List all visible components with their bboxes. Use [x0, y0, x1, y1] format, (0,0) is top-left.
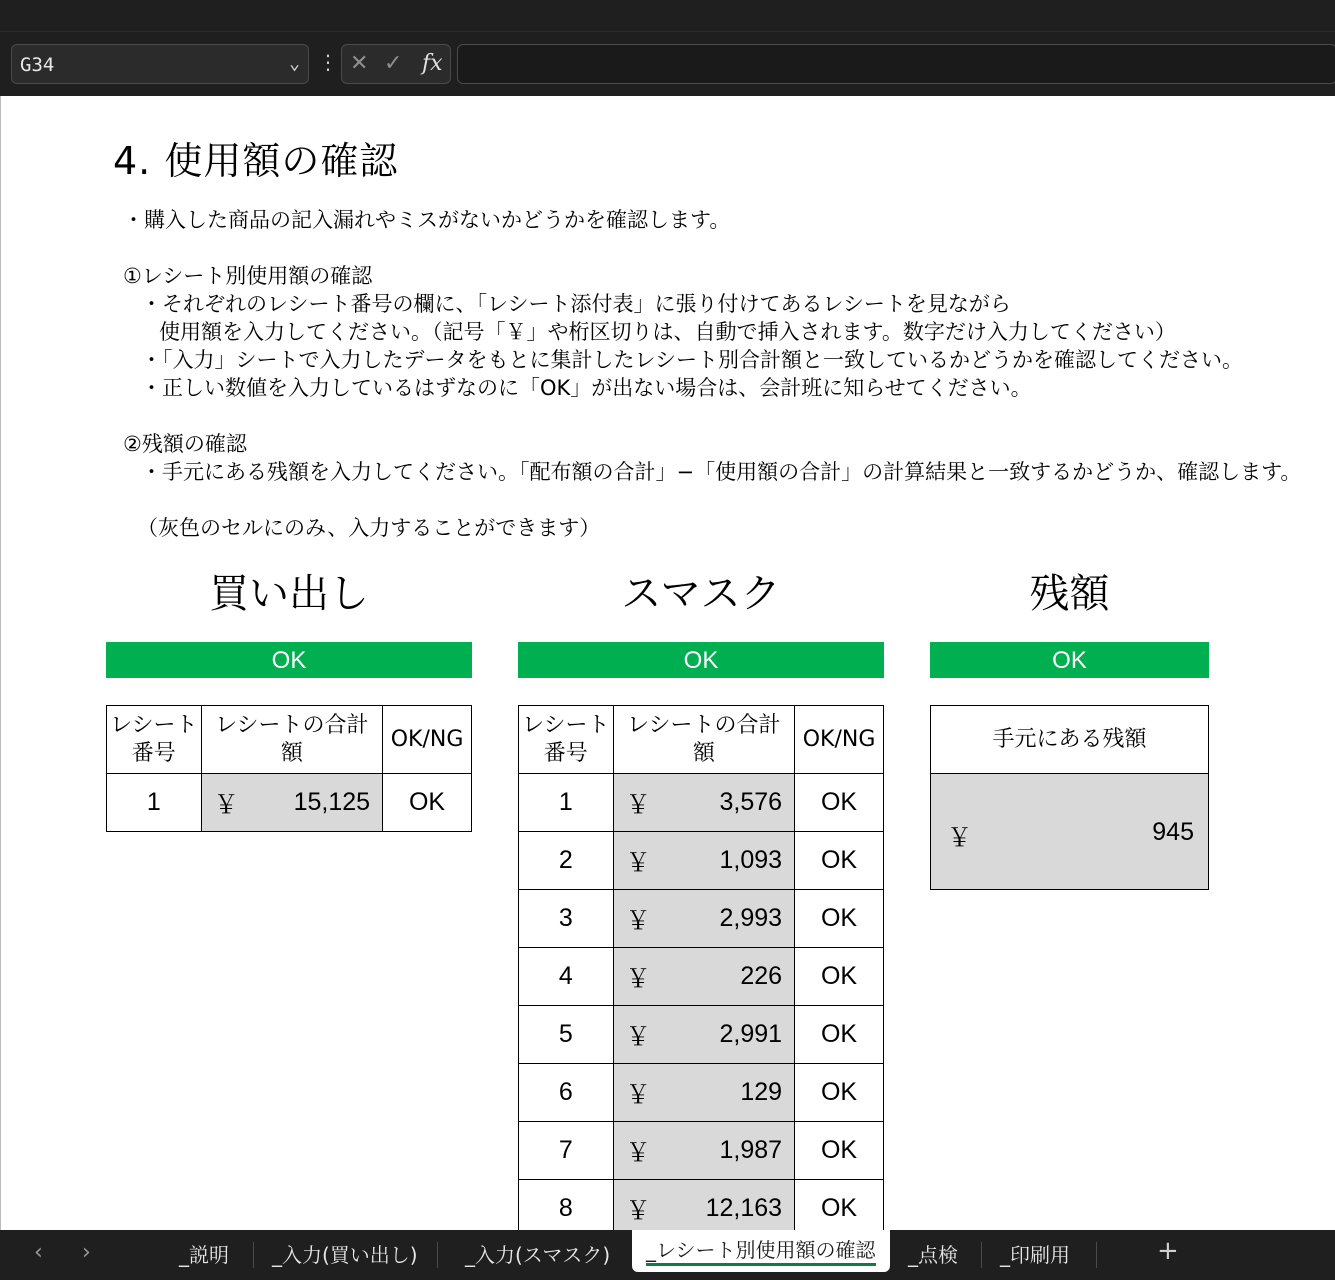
receipt-amount: 2,993 [719, 904, 783, 932]
name-box[interactable] [11, 44, 309, 84]
receipt-amount: 15,125 [293, 788, 371, 816]
more-options-icon[interactable]: ⋮ [318, 50, 338, 74]
table-row [519, 1006, 884, 1064]
receipt-no[interactable]: 2 [519, 832, 614, 890]
receipt-no[interactable]: 1 [107, 774, 202, 832]
text-line: ・購入した商品の記入漏れやミスがないかどうかを確認します。 [123, 208, 731, 232]
receipt-amount-cell[interactable] [613, 1122, 794, 1180]
enter-icon[interactable]: ✓ [384, 51, 403, 76]
tab-label: _レシート別使用額の確認 [646, 1238, 876, 1262]
formula-input[interactable] [457, 44, 1335, 84]
check-result[interactable]: OK [795, 832, 884, 890]
yen-symbol: ￥ [625, 964, 651, 993]
receipt-amount: 129 [740, 1078, 783, 1106]
text-line: 使用額を入力してください。（記号「￥」や桁区切りは、自動で挿入されます。数字だけ入力してください） [159, 320, 1176, 344]
tab-divider [981, 1242, 982, 1268]
yen-symbol: ￥ [947, 824, 973, 852]
tab-divider [253, 1242, 254, 1268]
text-line: （灰色のセルにのみ、入力することができます） [137, 516, 601, 540]
header-receipt-no: レシート 番号 [107, 706, 202, 774]
table-row [519, 890, 884, 948]
yen-symbol: ￥ [625, 790, 651, 819]
kaidashi-table [106, 705, 472, 832]
receipt-amount-cell[interactable] [613, 774, 794, 832]
table-row [519, 832, 884, 890]
receipt-amount-cell[interactable] [201, 774, 382, 832]
chevron-right-icon[interactable]: › [82, 1240, 91, 1265]
check-result[interactable]: OK [795, 1006, 884, 1064]
text-line: ・「入力」シートで入力したデータをもとに集計したレシート別合計額と一致しているかどうかを確認してください。 [141, 348, 1243, 372]
check-result[interactable]: OK [383, 774, 472, 832]
table-header-row [107, 706, 472, 774]
worksheet[interactable] [0, 96, 1335, 1230]
title-strip [0, 0, 1335, 32]
receipt-amount-cell[interactable] [613, 832, 794, 890]
yen-symbol: ￥ [625, 1080, 651, 1109]
yen-symbol: ￥ [625, 1138, 651, 1167]
sheet-tab-bar [0, 1230, 1335, 1280]
table-row [519, 1064, 884, 1122]
check-result[interactable]: OK [795, 1122, 884, 1180]
receipt-amount: 12,163 [705, 1194, 783, 1222]
receipt-amount-cell[interactable] [613, 948, 794, 1006]
check-result[interactable]: OK [795, 890, 884, 948]
remaining-balance-amount: 945 [1152, 818, 1194, 846]
formula-controls [341, 44, 451, 84]
yen-symbol: ￥ [625, 906, 651, 935]
check-result[interactable]: OK [795, 1180, 884, 1231]
receipt-no[interactable]: 8 [519, 1180, 614, 1231]
text-line: ①レシート別使用額の確認 [123, 264, 373, 288]
remaining-balance-table [930, 705, 1209, 890]
name-box-value: G34 [20, 54, 55, 76]
table-row [519, 1122, 884, 1180]
page-title: 4. 使用額の確認 [113, 139, 399, 183]
zangaku-status: OK [930, 642, 1209, 678]
text-line: ・手元にある残額を入力してください。「配布額の合計」−「使用額の合計」の計算結果と一致するかどうか、確認します。 [141, 460, 1302, 484]
receipt-no[interactable]: 1 [519, 774, 614, 832]
smask-status: OK [518, 642, 884, 678]
receipt-amount: 2,991 [719, 1020, 783, 1048]
header-ok-ng: OK/NG [383, 706, 472, 774]
receipt-no[interactable]: 7 [519, 1122, 614, 1180]
check-result[interactable]: OK [795, 1064, 884, 1122]
receipt-amount: 3,576 [719, 788, 783, 816]
smask-table [518, 705, 884, 1230]
table-row [107, 774, 472, 832]
yen-symbol: ￥ [625, 848, 651, 877]
header-receipt-total: レシートの合計 額 [613, 706, 794, 774]
table-row [519, 774, 884, 832]
formula-bar [0, 32, 1335, 96]
header-receipt-total: レシートの合計 額 [201, 706, 382, 774]
table-header-row [519, 706, 884, 774]
receipt-no[interactable]: 6 [519, 1064, 614, 1122]
receipt-amount-cell[interactable] [613, 1180, 794, 1231]
yen-symbol: ￥ [625, 1022, 651, 1051]
table-row [519, 1180, 884, 1231]
remaining-balance-input[interactable] [931, 774, 1208, 889]
tab-input-kaidashi[interactable]: _入力(買い出し) [272, 1243, 418, 1267]
header-ok-ng: OK/NG [795, 706, 884, 774]
tab-divider [437, 1242, 438, 1268]
receipt-no[interactable]: 4 [519, 948, 614, 1006]
receipt-amount-cell[interactable] [613, 1006, 794, 1064]
tab-setsumei[interactable]: _説明 [179, 1243, 229, 1267]
table-row [519, 948, 884, 1006]
yen-symbol: ￥ [213, 790, 239, 819]
check-result[interactable]: OK [795, 774, 884, 832]
cancel-icon[interactable]: ✕ [350, 51, 369, 76]
active-tab-underline [646, 1263, 876, 1266]
smask-heading: スマスク [621, 571, 781, 617]
receipt-no[interactable]: 5 [519, 1006, 614, 1064]
header-receipt-no: レシート 番号 [519, 706, 614, 774]
tab-receipt-usage-check[interactable] [632, 1230, 890, 1272]
tab-input-smask[interactable]: _入力(スマスク) [465, 1243, 611, 1267]
tab-tenken[interactable]: _点検 [908, 1243, 958, 1267]
receipt-no[interactable]: 3 [519, 890, 614, 948]
tab-divider [1096, 1242, 1097, 1268]
chevron-down-icon[interactable]: ⌄ [289, 53, 300, 74]
tab-print[interactable]: _印刷用 [1000, 1243, 1070, 1267]
remaining-balance-label: 手元にある残額 [931, 706, 1208, 774]
zangaku-heading: 残額 [1029, 571, 1110, 617]
receipt-amount: 1,093 [719, 846, 783, 874]
kaidashi-status: OK [106, 642, 472, 678]
yen-symbol: ￥ [625, 1196, 651, 1225]
receipt-amount-cell[interactable] [613, 1064, 794, 1122]
check-result[interactable]: OK [795, 948, 884, 1006]
receipt-amount: 1,987 [719, 1136, 783, 1164]
text-line: ②残額の確認 [123, 432, 247, 456]
text-line: ・それぞれのレシート番号の欄に、「レシート添付表」に張り付けてあるレシートを見ながら [141, 292, 1011, 316]
add-sheet-icon[interactable]: + [1157, 1236, 1179, 1266]
insert-function-icon[interactable]: fx [422, 51, 443, 76]
chevron-left-icon[interactable]: ‹ [34, 1240, 43, 1265]
receipt-amount-cell[interactable] [613, 890, 794, 948]
kaidashi-heading: 買い出し [209, 571, 369, 617]
text-line: ・正しい数値を入力しているはずなのに「OK」が出ない場合は、会計班に知らせてください。 [141, 376, 1032, 400]
receipt-amount: 226 [740, 962, 783, 990]
